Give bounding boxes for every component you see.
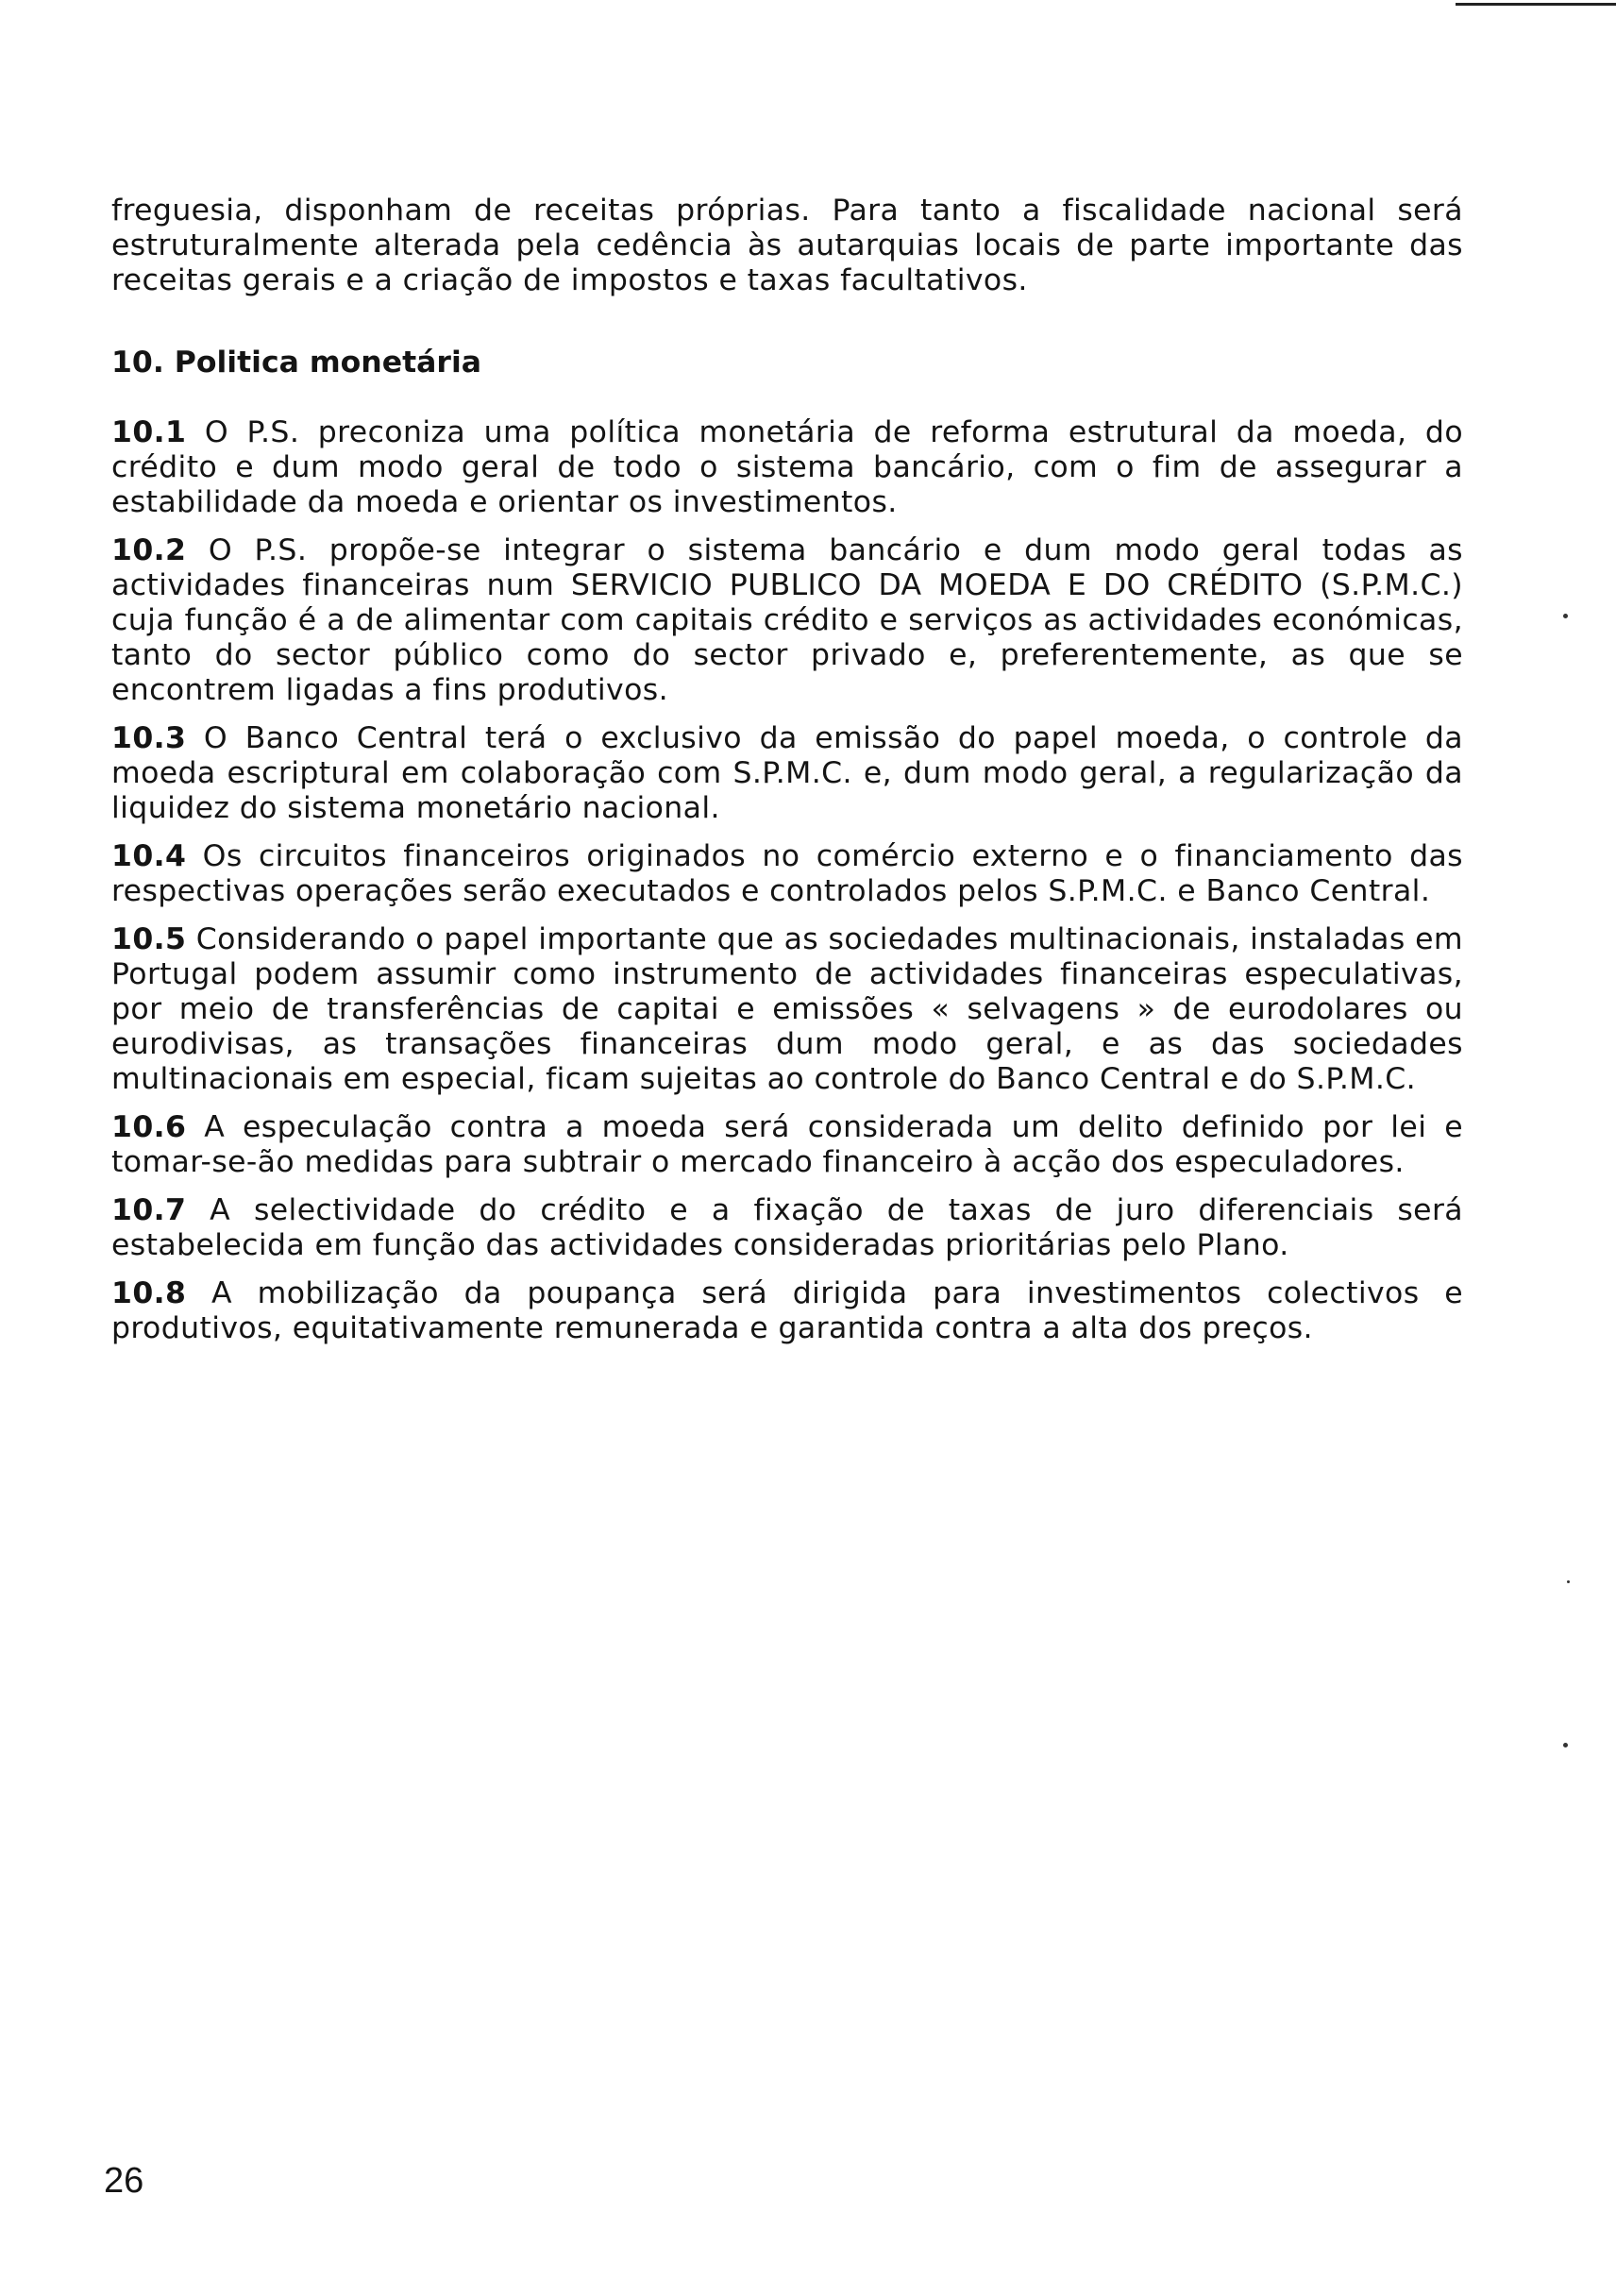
paragraph-10-1 xyxy=(111,415,1463,520)
paragraph-text: O Banco Central terá o exclusivo da emissão do papel moeda, o controle da moeda escriptural em colaboração com S.P.M.C. e, dum modo geral, a regularização da liquidez do sistema monetário nacional. xyxy=(111,721,1463,825)
paragraph-text: O P.S. propõe-se integrar o sistema bancário e dum modo geral todas as actividades financeiras num SERVICIO PUBLICO DA MOEDA E DO CRÉDITO (S.P.M.C.) cuja função é a de alimentar com capitais crédito e serviços as actividades económicas, tanto do sector público como do sector privado e, preferentemente, as que se encontrem ligadas a fins produtivos. xyxy=(111,533,1463,707)
paragraph-10-2 xyxy=(111,533,1463,708)
paragraph-text: Os circuitos financeiros originados no comércio externo e o financiamento das respectivas operações serão executados e controlados pelos S.P.M.C. e Banco Central. xyxy=(111,839,1463,908)
paragraph-text: O P.S. preconiza uma política monetária de reforma estrutural da moeda, do crédito e dum modo geral de todo o sistema bancário, com o fim de assegurar a estabilidade da moeda e orientar os investimentos. xyxy=(111,415,1463,519)
paragraph-10-5 xyxy=(111,922,1463,1097)
paragraph-number: 10.8 xyxy=(111,1276,187,1310)
section-heading: 10. Politica monetária xyxy=(111,346,481,380)
paragraph-number: 10.7 xyxy=(111,1193,187,1227)
top-edge-rule xyxy=(1456,3,1616,6)
intro-paragraph: freguesia, disponham de receitas próprias. Para tanto a fiscalidade nacional será estruturalmente alterada pela cedência às autarquias locais de parte importante das receitas gerais e a criação de impostos e taxas facultativos. xyxy=(111,194,1463,297)
page-body xyxy=(111,194,1463,1359)
paragraph-text: A mobilização da poupança será dirigida para investimentos colectivos e produtivos, equitativamente remunerada e garantida contra a alta dos preços. xyxy=(111,1276,1463,1345)
paragraph-10-7 xyxy=(111,1193,1463,1263)
scan-speck xyxy=(1563,614,1568,618)
scan-speck xyxy=(1563,1743,1568,1747)
paragraph-10-3 xyxy=(111,721,1463,826)
paragraph-number: 10.6 xyxy=(111,1110,187,1144)
paragraph-10-6 xyxy=(111,1110,1463,1180)
paragraph-number: 10.2 xyxy=(111,533,187,567)
paragraph-text: Considerando o papel importante que as sociedades multinacionais, instaladas em Portugal podem assumir como instrumento de actividades financeiras especulativas, por meio de transferências de capitai e emissões « selvagens » de eurodolares ou eurodivisas, as transações financeiras dum modo geral, e as das sociedades multinacionais em especial, ficam sujeitas ao controle do Banco Central e do S.P.M.C. xyxy=(111,922,1463,1096)
paragraph-text: A selectividade do crédito e a fixação de taxas de juro diferenciais será estabelecida em função das actividades consideradas prioritárias pelo Plano. xyxy=(111,1193,1463,1262)
paragraph-10-4 xyxy=(111,839,1463,909)
paragraph-number: 10.1 xyxy=(111,415,187,449)
paragraph-number: 10.5 xyxy=(111,922,187,956)
page-number: 26 xyxy=(104,2161,144,2201)
paragraph-number: 10.3 xyxy=(111,721,187,755)
paragraph-number: 10.4 xyxy=(111,839,187,873)
scan-speck xyxy=(1567,1580,1570,1583)
paragraph-10-8 xyxy=(111,1276,1463,1346)
paragraph-text: A especulação contra a moeda será considerada um delito definido por lei e tomar-se-ão medidas para subtrair o mercado financeiro à acção dos especuladores. xyxy=(111,1110,1463,1179)
